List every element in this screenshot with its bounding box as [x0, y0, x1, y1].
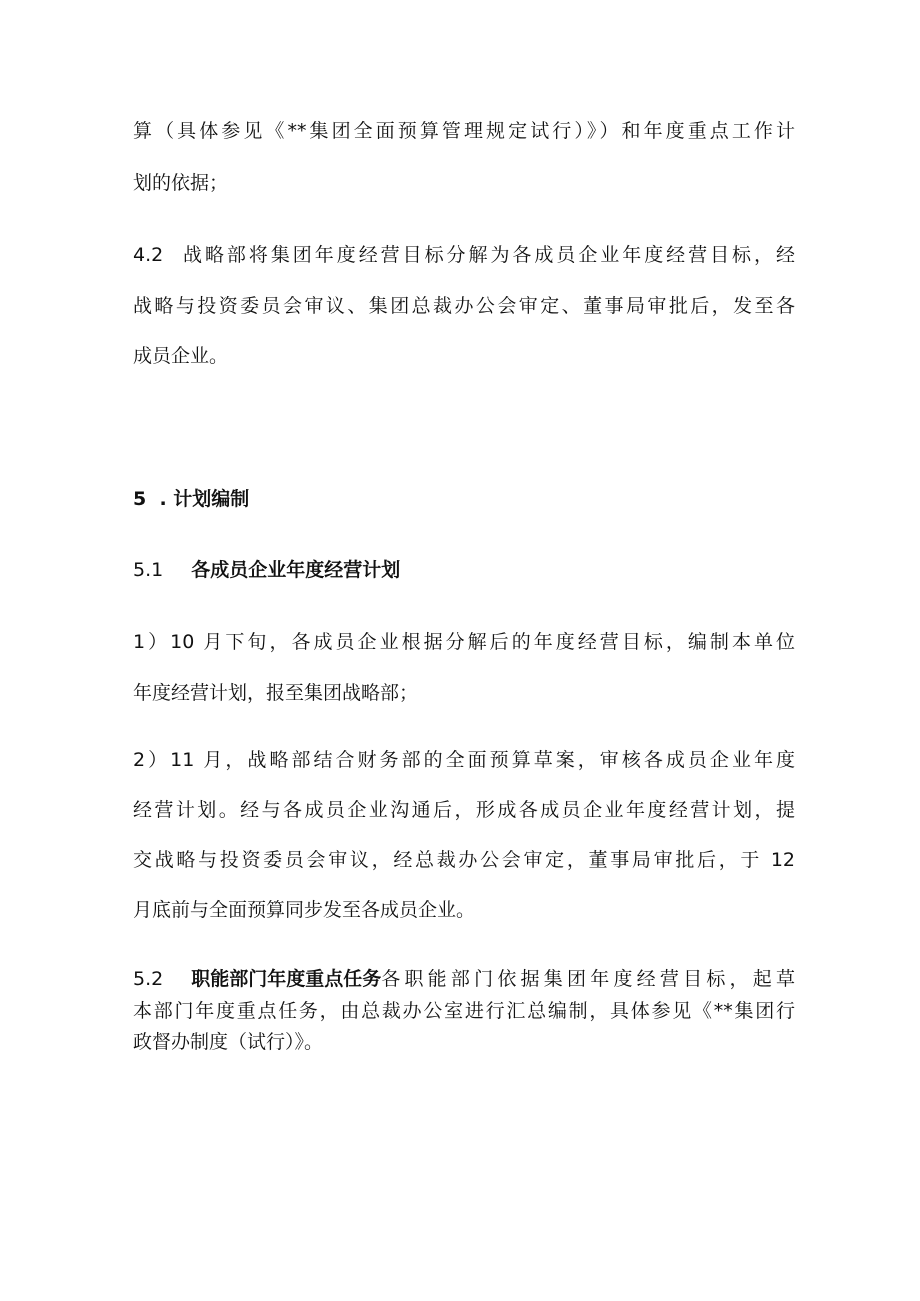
item-2-line-4: 月底前与全面预算同步发至各成员企业。	[133, 899, 476, 921]
item-1-line-1: 1）10 月下旬，各成员企业根据分解后的年度经营目标，编制本单位	[133, 631, 795, 653]
subsection-5-2-text-1: 各职能部门依据集团年度经营目标，起草	[381, 968, 795, 990]
subsection-5-1-heading	[133, 557, 795, 583]
section-5-heading: 5 . 计划编制	[133, 488, 250, 510]
subsection-5-2-number: 5.2	[133, 968, 164, 990]
subsection-5-2-line-1	[133, 966, 795, 992]
subsection-5-2-title: 职能部门年度重点任务	[191, 968, 382, 990]
para-4-2-line-2: 战略与投资委员会审议、集团总裁办公会审定、董事局审批后，发至各	[133, 295, 795, 317]
para-4-1-line-2: 划的依据；	[133, 172, 229, 194]
para-4-2-number: 4.2	[133, 244, 164, 266]
para-4-1-line-1: 算（具体参见《**集团全面预算管理规定试行）》）和年度重点工作计	[133, 120, 795, 142]
para-4-2-text-1: 战略部将集团年度经营目标分解为各成员企业年度经营目标，经	[183, 244, 795, 266]
subsection-5-2-line-3: 政督办制度（试行）》。	[133, 1031, 324, 1053]
para-4-2-line-3: 成员企业。	[133, 345, 229, 367]
subsection-5-1-title: 各成员企业年度经营计划	[191, 559, 401, 581]
para-4-2-line-1	[133, 242, 795, 268]
subsection-5-1-number: 5.1	[133, 559, 164, 581]
item-2-line-1: 2）11 月，战略部结合财务部的全面预算草案，审核各成员企业年度	[133, 749, 795, 771]
item-2-line-2: 经营计划。经与各成员企业沟通后，形成各成员企业年度经营计划，提	[133, 799, 795, 821]
item-1-line-2: 年度经营计划，报至集团战略部；	[133, 682, 419, 704]
subsection-5-2-line-2: 本部门年度重点任务，由总裁办公室进行汇总编制，具体参见《**集团行	[133, 1000, 795, 1022]
item-2-line-3: 交战略与投资委员会审议，经总裁办公会审定，董事局审批后，于 12	[133, 849, 795, 871]
